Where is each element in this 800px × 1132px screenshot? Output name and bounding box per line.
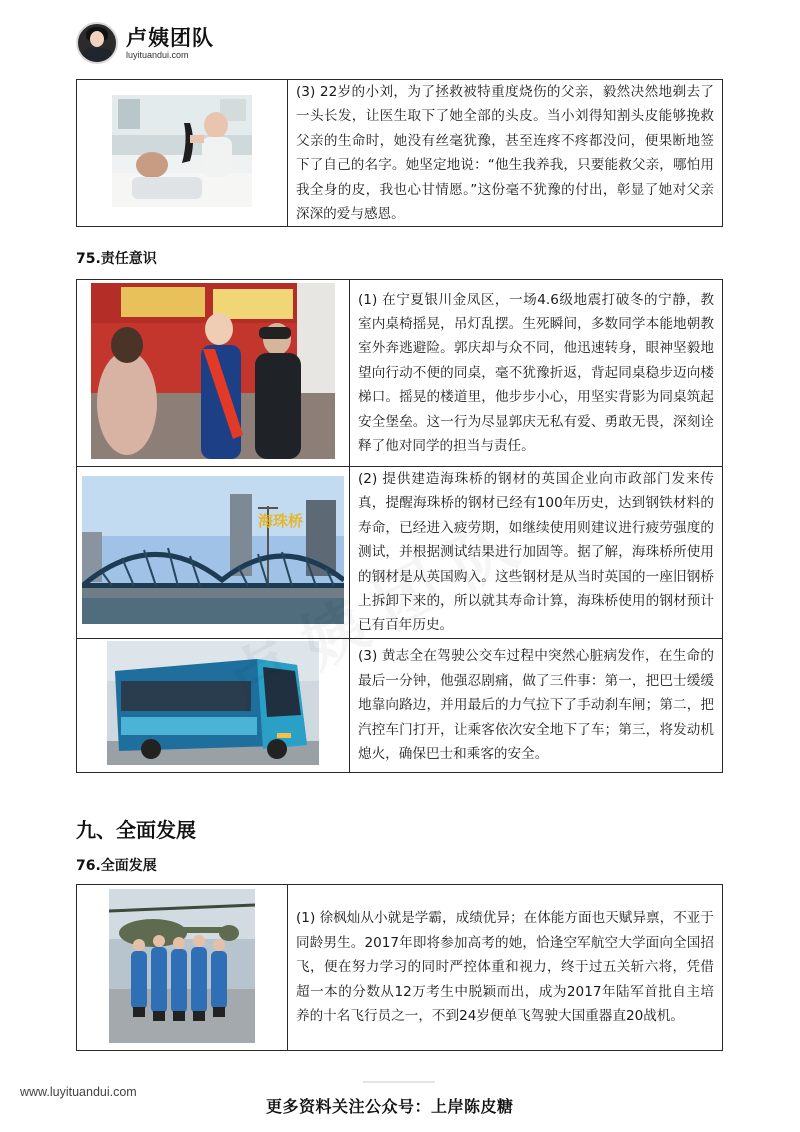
section-title-76: 76.全面发展 bbox=[76, 858, 157, 874]
image-cell bbox=[77, 885, 288, 1051]
brand-name: 卢姨团队 bbox=[126, 25, 214, 50]
table-row bbox=[77, 80, 723, 227]
item-text: (3) 22岁的小刘，为了拯救被特重度烧伤的父亲，毅然决然地剃去了一头长发，让医生取下了她全部的头皮。当小刘得知割头皮能够挽救父亲的生命时，她没有丝毫犹豫，甚至连疼不疼都没问，便果断地签下了自己的名字。她坚定地说：“他生我养我，只要能救父亲，哪怕用我全身的皮，我也心甘情愿。”这份毫不犹豫的付出，彰显了她对父亲深深的爱与感恩。 bbox=[288, 80, 723, 227]
item-table-top bbox=[76, 79, 723, 227]
section-title-75: 75.责任意识 bbox=[76, 251, 157, 267]
item-text: (1) 徐枫灿从小就是学霸，成绩优异；在体能方面也天赋异禀，不亚于同龄男生。2017年即将参加高考的她，恰逢空军航空大学面向全国招飞，便在努力学习的同时严控体重和视力，终于过五关斩六将，凭借超一本的分数从12万考生中脱颖而出，成为2017年陆军首批自主培养的十名飞行员之一，不到24岁便单飞驾驶大国重器直20战机。 bbox=[288, 885, 723, 1051]
footer-divider bbox=[363, 1081, 435, 1083]
item-text: (2) 提供建造海珠桥的钢材的英国企业向市政部门发来传真，提醒海珠桥的钢材已经有100年历史，达到钢铁材料的寿命，已经进入疲劳期，如继续使用则建议进行疲劳强度的测试，并根据测试结果进行加固等。据了解，海珠桥所使用的钢材是从英国购入。这些钢材是从当时英国的一座旧钢桥上拆卸下来的，所以就其寿命计算，海珠桥使用的钢材预计已有百年历史。 bbox=[350, 467, 723, 639]
award-ceremony-photo bbox=[91, 283, 335, 463]
item-text: (3) 黄志全在驾驶公交车过程中突然心脏病发作，在生命的最后一分钟，他强忍剧痛，做了三件事：第一，把巴士缓缓地靠向路边，并用最后的力气拉下了手动刹车闸；第二，把汽控车门打开，让乘客依次安全地下了车；第三，将发动机熄火，确保巴士和乘客的安全。 bbox=[350, 638, 723, 772]
table-row bbox=[77, 280, 723, 467]
chapter-title: 九、全面发展 bbox=[76, 818, 196, 842]
item-table-75 bbox=[76, 279, 723, 773]
footer-note: 更多资料关注公众号：上岸陈皮糖 bbox=[266, 1097, 514, 1116]
image-cell bbox=[77, 280, 350, 467]
brand-url: luyituandui.com bbox=[126, 49, 189, 60]
image-cell bbox=[77, 80, 288, 227]
table-row bbox=[77, 885, 723, 1051]
table-row bbox=[77, 638, 723, 772]
haizhu-bridge-photo bbox=[82, 476, 344, 628]
helicopter-pilots-photo bbox=[109, 889, 255, 1047]
item-table-76 bbox=[76, 884, 723, 1051]
footer-url: www.luyituandui.com bbox=[20, 1085, 137, 1099]
header-brand bbox=[76, 22, 214, 64]
image-cell bbox=[77, 467, 350, 639]
table-row bbox=[77, 467, 723, 639]
avatar-logo bbox=[76, 22, 118, 64]
city-bus-photo bbox=[107, 641, 319, 769]
image-cell bbox=[77, 638, 350, 772]
bridge-sign: 海珠桥 bbox=[258, 512, 304, 531]
hospital-haircut-photo bbox=[112, 95, 252, 211]
item-text: (1) 在宁夏银川金凤区，一场4.6级地震打破冬的宁静，教室内桌椅摇晃，吊灯乱摆。生死瞬间，多数同学本能地朝教室外奔逃避险。郭庆却与众不同，他迅速转身，眼神坚毅地望向行动不便的同桌，毫不犹豫折返，背起同桌稳步迈向楼梯口。摇晃的楼道里，他步步小心，用坚实背影为同桌筑起安全堡垒。这一行为尽显郭庆无私有爱、勇敢无畏，深刻诠释了他对同学的担当与责任。 bbox=[350, 280, 723, 467]
